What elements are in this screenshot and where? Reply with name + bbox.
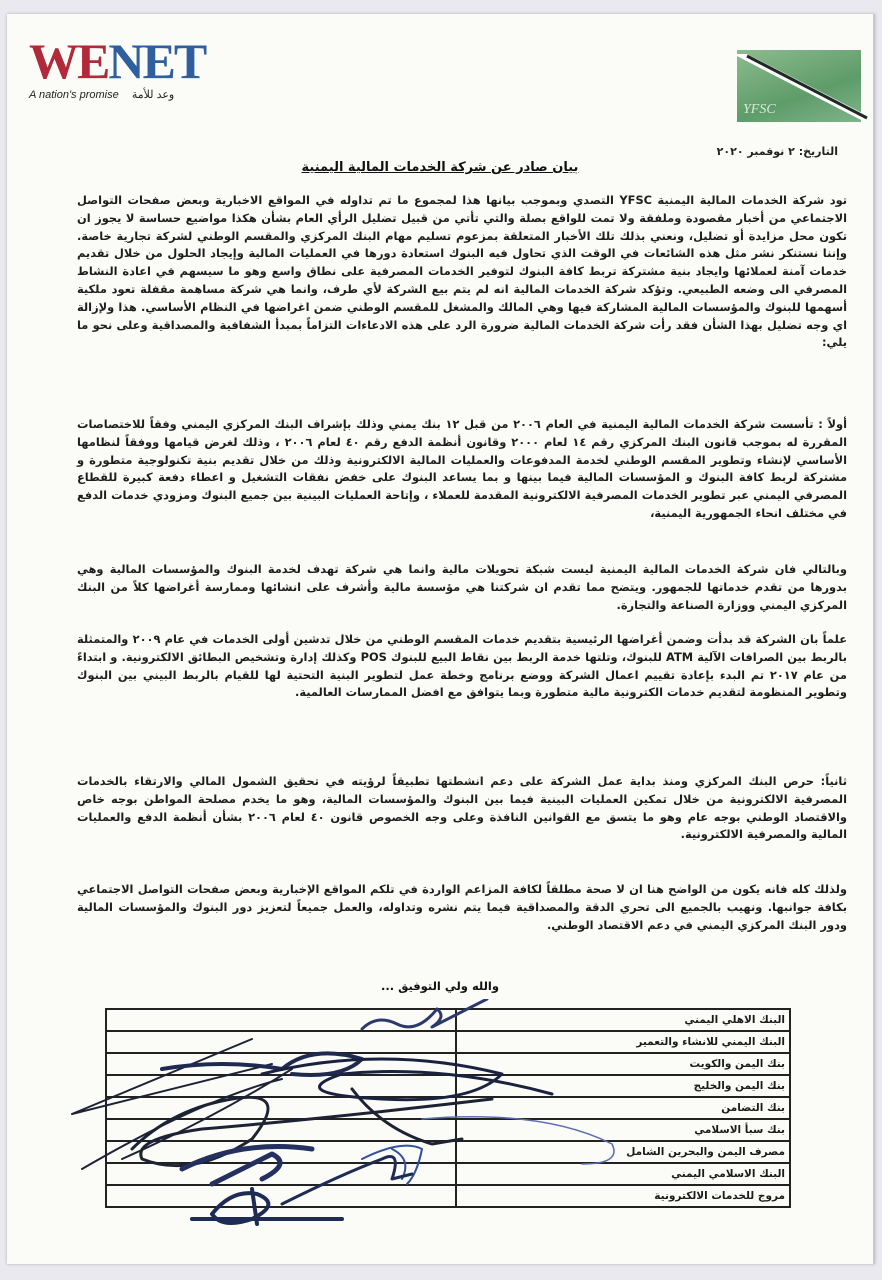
document-title: بيان صادر عن شركة الخدمات المالية اليمنية [301, 160, 579, 175]
table-row [106, 1141, 790, 1163]
signature-cell [106, 1119, 456, 1141]
document-page [7, 14, 875, 1264]
paragraph-consequently: وبالتالي فان شركة الخدمات المالية اليمنية ليست شبكة تحويلات مالية وانما هي شركة تهدف لخدمة البنوك والمؤسسات المالية وهي بدورها من تقدم خدماتها للجمهور. ويتضح مما تقدم ان شركتنا هي مؤسسة مالية وأشرف على انشائها وممارسة أغراضها كلاً من البنك المركزي اليمني ووزارة الصناعة والتجارة. [77, 562, 847, 612]
wenet-net: NET [108, 33, 206, 89]
bank-name: بنك سبأ الاسلامي [456, 1119, 790, 1141]
document-date: التاريخ: ٢ نوفمبر ٢٠٢٠ [716, 145, 838, 158]
table-row [106, 1185, 790, 1207]
signatories-table [105, 1008, 791, 1208]
wenet-logo [29, 33, 219, 106]
tagline-en: A nation's promise [29, 89, 119, 101]
table-row [106, 1075, 790, 1097]
signature-cell [106, 1031, 456, 1053]
signature-cell [106, 1053, 456, 1075]
bank-name: البنك الاهلي اليمني [456, 1009, 790, 1031]
bank-name: مروج للخدمات الالكترونية [456, 1185, 790, 1207]
yfsc-logo-text: YFSC [743, 102, 776, 117]
wenet-tagline [29, 88, 174, 101]
signature-cell [106, 1141, 456, 1163]
bank-name: البنك اليمني للانشاء والتعمير [456, 1031, 790, 1053]
table-row [106, 1053, 790, 1075]
bank-name: بنك التضامن [456, 1097, 790, 1119]
paragraph-intro: تود شركة الخدمات المالية اليمنية YFSC التصدي وبموجب بيانها هذا لمجموع ما تم تداوله في المواقع الاخبارية وبعض صفحات التواصل الاجتماعي من أخبار مقصودة وملفقة ولا تمت للواقع بصلة والتي تأتي من قبيل تضليل الرأي العام بشأن هكذا مواضيع حساسة لا يجوز ان تكون محل مزايدة أو تضليل، ونعني بذلك تلك الأخبار المتعلقة بمزعوم تسليم مهام البنك المركزي والمقسم الوطني لشركة تجارية خاصة. وإننا نستنكر نشر مثل هذه الشائعات في الوقت الذي تحاول فيه البنوك استعادة دورها في العمليات المالية وإيجاد الحلول من خلال تقديم خدمات آمنة لعملائها وايجاد بنية مشتركة تربط كافة البنوك لتوفير الخدمات المصرفية على نطاق واسع وهو ما سيسهم في اعادة النشاط المصرفي الى وضعه الطبيعي. وتؤكد شركة الخدمات المالية انه لم يتم بيع الشركة لأي طرف، وانما هي شركة مساهمة مقفلة تعود ملكية أسهمها للبنوك والمؤسسات المالية المشاركة فيها وهي المالك والمشغل للمقسم الوطني ضمن اغراضها في النظام الأساسي. هذا ولإزالة اي وجه تضليل بهذا الشأن فقد رأت شركة الخدمات المالية ضرورة الرد على هذه الادعاءات التزاماً بمبدأ الشفافية والمصداقية وعلى نحو ما يلي: [77, 193, 848, 350]
table-row [106, 1009, 790, 1031]
table-row [106, 1097, 790, 1119]
bank-name: بنك اليمن والكويت [456, 1053, 790, 1075]
bank-name: البنك الاسلامي اليمني [456, 1163, 790, 1185]
table-row [106, 1119, 790, 1141]
wenet-we: WE [29, 33, 109, 89]
wenet-wordmark [29, 33, 206, 89]
table-row [106, 1031, 790, 1053]
paragraph-second: ثانياً: حرص البنك المركزي ومنذ بداية عمل الشركة على دعم انشطتها تطبيقاً لرؤيته في تحقيق الشمول المالي والارتقاء بالخدمات المصرفية الالكترونية من خلال تمكين العمليات البينية فيما بين البنوك والمؤسسات المالية، وهو ما يخدم مصلحة المواطن بوجه خاص والاقتصاد الوطني بوجه عام وهو ما يتسق مع القوانين النافذة وعلى وجه الخصوص قانون ٤٠ لعام ٢٠٠٦ بشأن أنظمة الدفع والعمليات المالية والمصرفية الالكترونية. [77, 774, 847, 842]
signature-cell [106, 1097, 456, 1119]
table-row [106, 1163, 790, 1185]
signature-cell [106, 1075, 456, 1097]
tagline-ar: وعد للأمة [131, 89, 175, 101]
closing-line: والله ولي التوفيق ... [380, 979, 500, 993]
signature-cell [106, 1163, 456, 1185]
bank-name: مصرف اليمن والبحرين الشامل [456, 1141, 790, 1163]
paragraph-services-history: علماً بان الشركة قد بدأت وضمن أغراضها الرئيسية بتقديم خدمات المقسم الوطني من خلال تدشين أولى الخدمات في عام ٢٠٠٩ والمتمثلة بالربط بين الصرافات الآلية ATM للبنوك، وتلتها خدمة الربط بين نقاط البيع للبنوك POS وكذلك إدارة وتشخيص البطائق الالكترونية. و ابتداءً من عام ٢٠١٧ تم البدء بإعادة تقييم اعمال الشركة ووضع برنامج وخطة عمل لتطوير البنية التحتية لها للقيام بالربط البيني بين البنوك وتطوير المنظومة لتقديم خدمات الكترونية مالية متطورة وبما يتوافق مع افضل الممارسات العالمية. [77, 632, 847, 700]
paragraph-conclusion: ولذلك كله فانه يكون من الواضح هنا ان لا صحة مطلقاً لكافة المزاعم الواردة في تلكم المواقع الإخبارية وبعض صفحات التواصل الاجتماعي بكافة جوانبها. ونهيب بالجميع الى تحري الدقة والمصداقية فيما يتم نشره وتداوله، والعمل جميعاً لتعزيز دور البنوك والمؤسسات المالية ودور البنك المركزي اليمني في دعم الاقتصاد الوطني. [77, 882, 847, 932]
paragraph-first: أولاً : تأسست شركة الخدمات المالية اليمنية في العام ٢٠٠٦ من قبل ١٢ بنك يمني وذلك بإشراف البنك المركزي اليمني وفقاً للاختصاصات المقررة له بموجب قانون البنك المركزي رقم ١٤ لعام ٢٠٠٠ وقانون أنظمة الدفع رقم ٤٠ لعام ٢٠٠٦ ، وذلك لغرض قيامها ووفقاً لنظامها الأساسي لإنشاء وتطوير المقسم الوطني لخدمة المدفوعات والعمليات المالية الالكترونية وذلك من خلال تقديم بنية تكنولوجية متطورة و مشتركة لربط كافة البنوك و المؤسسات المالية فيما بينها و بما يساعد البنوك على خفض نفقات التشغيل و اعطاء دفعة كبيرة للقطاع المصرفي اليمني عبر تطوير الخدمات المصرفية الالكترونية المقدمة للعملاء ، وإتاحة العمليات البينية بين جميع البنوك ومزودي خدمات الدفع في مختلف انحاء الجمهورية اليمنية، [77, 417, 847, 520]
yfsc-logo [733, 50, 868, 125]
signature-cell [106, 1185, 456, 1207]
signature-cell [106, 1009, 456, 1031]
bank-name: بنك اليمن والخليج [456, 1075, 790, 1097]
